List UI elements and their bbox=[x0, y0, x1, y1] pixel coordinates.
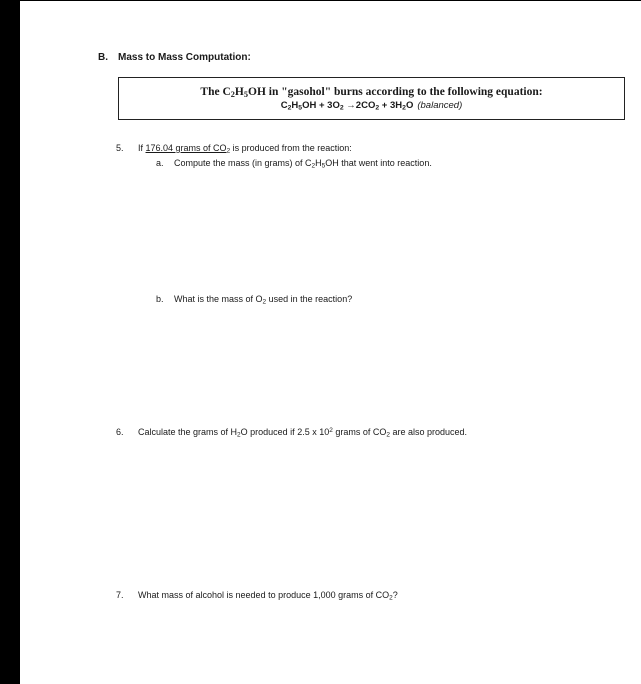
left-black-border bbox=[0, 0, 20, 684]
balanced-equation: $C_2H_5OH + 3O_2 \to 2CO_2 + 3H_2O$ (balanced) bbox=[280, 100, 463, 112]
question-5a: a. Compute the mass (in grams) of $C_2H_5OH$ that went into reaction. bbox=[156, 158, 432, 170]
question-6: 6. Calculate the grams of $H_2O$ produced if 2.5 x $10^2$ grams of $CO_2$ are also produced. bbox=[116, 427, 468, 439]
question-7: 7. What mass of alcohol is needed to produce 1,000 grams of $CO_2$? bbox=[116, 590, 398, 602]
given-mass-underlined: 176.04 grams of $CO_2$ bbox=[145, 143, 231, 155]
equation-box bbox=[118, 77, 625, 120]
question-5b: b. What is the mass of $O_2$ used in the reaction? bbox=[156, 294, 353, 306]
worksheet-page bbox=[20, 1, 641, 684]
section-heading bbox=[98, 52, 251, 63]
section-label: B. bbox=[98, 52, 108, 63]
equation-intro: The $C_2H_5OH$ in "gasohol" burns according to the following equation: bbox=[200, 86, 543, 100]
balanced-note: (balanced) bbox=[417, 100, 463, 111]
section-title: Mass to Mass Computation: bbox=[118, 52, 251, 63]
question-5: 5. If 176.04 grams of $CO_2$ is produced from the reaction: bbox=[116, 143, 352, 155]
